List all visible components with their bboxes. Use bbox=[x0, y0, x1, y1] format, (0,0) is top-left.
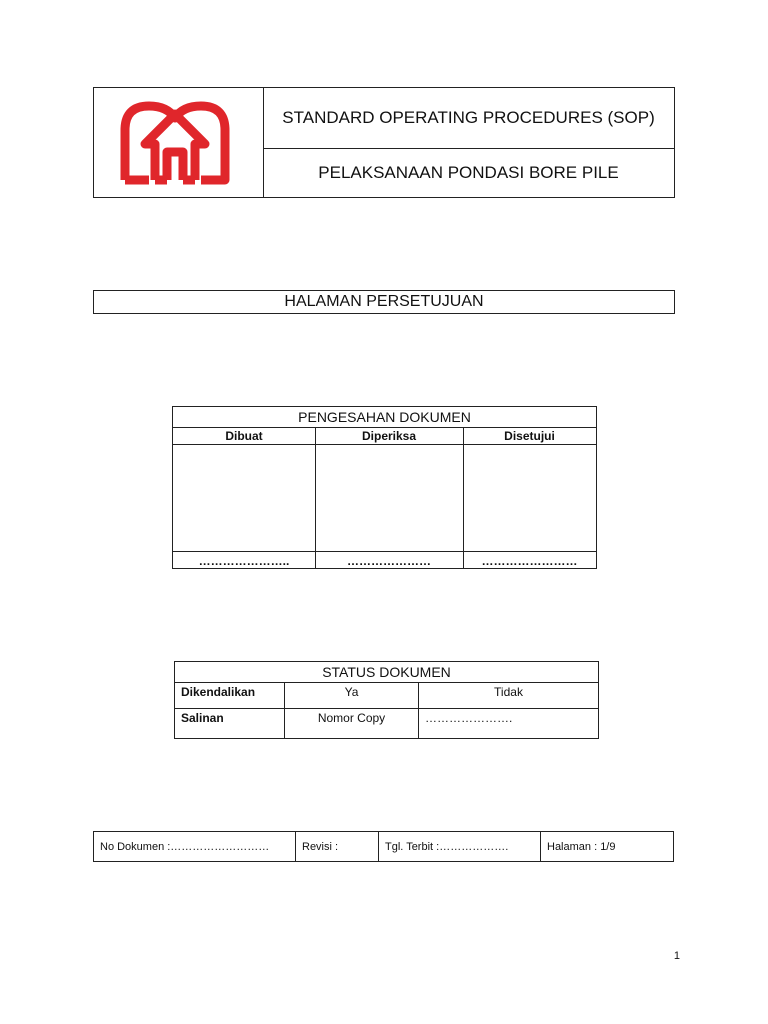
table-row bbox=[175, 708, 598, 738]
signature-line: …………………… bbox=[463, 551, 596, 569]
row-value: Ya bbox=[285, 682, 419, 708]
no-dokumen: No Dokumen :……………………… bbox=[94, 832, 296, 861]
row-value: Tidak bbox=[494, 685, 523, 699]
halaman: Halaman : 1/9 bbox=[547, 840, 616, 853]
logo-cell bbox=[94, 88, 264, 197]
revisi: Revisi : bbox=[296, 832, 379, 861]
signature-column-dibuat bbox=[173, 427, 316, 568]
status-title: STATUS DOKUMEN bbox=[175, 662, 598, 683]
column-header: Disetujui bbox=[463, 427, 596, 445]
sop-subtitle: PELAKSANAAN PONDASI BORE PILE bbox=[318, 162, 619, 182]
column-header: Dibuat bbox=[173, 427, 315, 445]
row-label: Dikendalikan bbox=[175, 682, 285, 708]
signature-column-diperiksa bbox=[315, 427, 464, 568]
sop-title: STANDARD OPERATING PROCEDURES (SOP) bbox=[263, 88, 674, 149]
tgl-terbit: Tgl. Terbit :………………. bbox=[379, 832, 541, 861]
page-number: 1 bbox=[673, 950, 680, 962]
signature-line: ………………… bbox=[315, 551, 463, 569]
house-arch-logo-icon bbox=[119, 100, 231, 186]
document-info-footer bbox=[93, 831, 674, 862]
row-value: …………………. bbox=[425, 711, 513, 725]
approval-page-title: HALAMAN PERSETUJUAN bbox=[93, 290, 675, 314]
status-table bbox=[174, 661, 599, 739]
row-value: Nomor Copy bbox=[285, 708, 419, 738]
pengesahan-table bbox=[172, 406, 597, 569]
document-header bbox=[93, 87, 675, 198]
row-label: Salinan bbox=[175, 708, 285, 738]
column-header: Diperiksa bbox=[315, 427, 463, 445]
signature-column-disetujui bbox=[463, 427, 596, 568]
signature-line: ………………….. bbox=[173, 551, 315, 569]
pengesahan-title: PENGESAHAN DOKUMEN bbox=[173, 407, 596, 428]
table-row bbox=[175, 682, 598, 709]
